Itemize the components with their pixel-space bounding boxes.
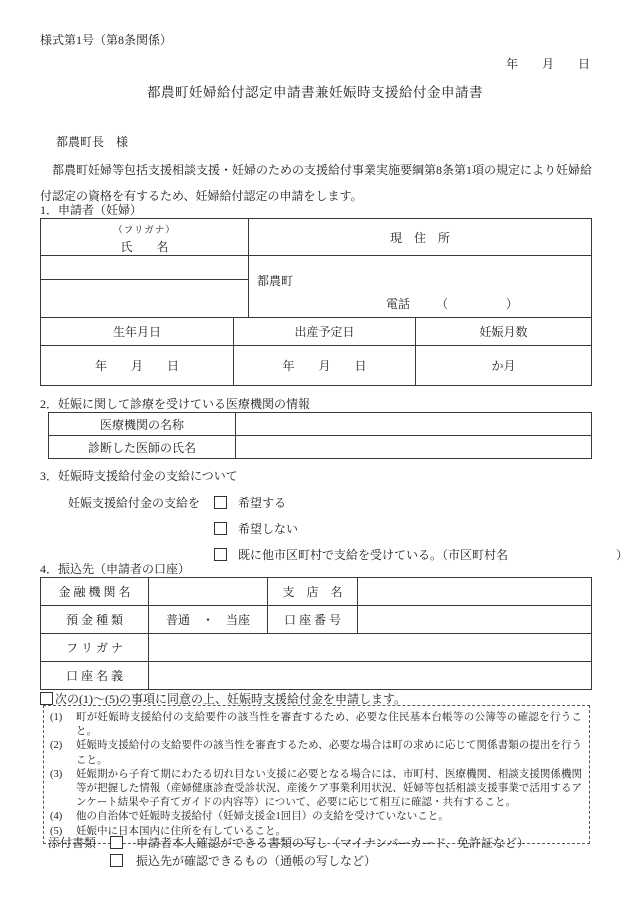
address-input-cell[interactable] xyxy=(249,256,592,318)
name-header-cell xyxy=(41,219,249,256)
doctor-name-input-cell[interactable] xyxy=(236,436,592,459)
note-number: (5) xyxy=(50,825,63,837)
attachments-label: 添付書類 xyxy=(48,836,97,851)
section4-heading: 4．振込先（申請者の口座） xyxy=(40,562,191,576)
consent-checkbox[interactable] xyxy=(40,692,53,705)
phone-input-blank[interactable]: （ ） xyxy=(436,297,521,311)
note-number: (4) xyxy=(50,811,63,823)
applicant-table-top xyxy=(40,218,592,318)
note-text: 妊娠中に日本国内に住所を有していること。 xyxy=(76,825,286,837)
page-title: 都農町妊婦給付認定申請書兼妊娠時支援給付金申請書 xyxy=(147,85,483,100)
account-type-label: 預 金 種 類 xyxy=(41,606,149,634)
address-header-cell: 現 住 所 xyxy=(249,219,592,256)
name-input-cell[interactable] xyxy=(41,280,249,318)
section1-heading: 1．申請者（妊婦） xyxy=(40,203,143,217)
note-text: 妊娠時支援給付の支給要件の該当性を審査するため、必要な場合は町の求めに応じて関係書類の提出を行うこと。 xyxy=(76,740,582,766)
payment-options-lead: 妊娠支援給付金の支給を xyxy=(68,495,201,510)
option-wish-label: 希望する xyxy=(238,495,287,510)
option-wish-checkbox[interactable] xyxy=(214,496,227,509)
note-item xyxy=(50,739,582,767)
option-already-received-checkbox[interactable] xyxy=(214,548,227,561)
option-no-wish-checkbox[interactable] xyxy=(214,522,227,535)
note-item xyxy=(50,711,582,739)
attachment-id-copy-label: 申請者本人確認ができる書類の写し（マイナンバーカード、免許証など） xyxy=(136,836,530,851)
applicant-table xyxy=(40,218,591,386)
bank-institution-input-cell[interactable] xyxy=(149,578,268,606)
furigana-label: （フリガナ） xyxy=(113,226,176,236)
consent-text: 次の(1)～(5)の事項に同意の上、妊娠時支援給付金を申請します。 xyxy=(55,692,407,706)
dob-input-cell[interactable]: 年 月 日 xyxy=(41,346,234,386)
account-furigana-input-cell[interactable] xyxy=(149,634,592,662)
attachments xyxy=(48,834,529,869)
account-holder-label: 口 座 名 義 xyxy=(41,662,149,690)
bank-branch-input-cell[interactable] xyxy=(358,578,592,606)
due-date-header-cell: 出産予定日 xyxy=(234,318,416,346)
account-type-options[interactable]: 普通 ・ 当座 xyxy=(149,606,268,634)
address-prefix: 都農町 xyxy=(257,274,294,288)
note-text: 他の自治体で妊娠時支援給付（妊婦支援金1回目）の支給を受けていないこと。 xyxy=(76,811,449,823)
furigana-input-cell[interactable] xyxy=(41,256,249,280)
bank-institution-label: 金 融 機 関 名 xyxy=(41,578,149,606)
date-line: 年 月 日 xyxy=(505,57,590,71)
pregnancy-months-input-cell[interactable]: か月 xyxy=(416,346,592,386)
due-date-input-cell[interactable]: 年 月 日 xyxy=(234,346,416,386)
attachment-bank-proof-checkbox[interactable] xyxy=(110,854,123,867)
note-number: (2) xyxy=(50,740,63,752)
note-number: (3) xyxy=(50,768,63,780)
option-already-received-label: 既に他市区町村で支給を受けている。（市区町村名 ） xyxy=(238,547,629,562)
medical-institution-label: 医療機関の名称 xyxy=(49,413,236,436)
dob-header-cell: 生年月日 xyxy=(41,318,234,346)
section2-heading: 2．妊娠に関して診療を受けている医療機関の情報 xyxy=(40,397,311,411)
account-number-input-cell[interactable] xyxy=(358,606,592,634)
option-no-wish-label: 希望しない xyxy=(238,521,299,536)
payment-options xyxy=(68,489,628,567)
intro-paragraph: 都農町妊婦等包括支援相談支援・妊婦のための支援給付事業実施要綱第8条第1項の規定により妊婦給付認定の資格を有するため、妊婦給付認定の申請をします。 xyxy=(40,163,593,203)
note-text: 妊娠期から子育て期にわたる切れ目ない支援に必要となる場合には、市町村、医療機関、相談支援関係機関等が把握した情報（産婦健康診査受診状況、産後ケア事業利用状況、妊婦等包括相談支援事業で活用するアンケート結果や子育てガイドの内容等）について、必要に応じて相互に確認・共有すること。 xyxy=(76,768,582,809)
phone-line xyxy=(386,295,520,312)
doctor-name-label: 診断した医師の氏名 xyxy=(49,436,236,459)
note-item xyxy=(50,768,582,811)
attachment-id-copy-checkbox[interactable] xyxy=(110,836,123,849)
notes-box xyxy=(43,705,590,844)
note-item xyxy=(50,810,582,824)
bank-branch-label: 支 店 名 xyxy=(268,578,358,606)
form-number: 様式第1号（第8条関係） xyxy=(40,33,173,47)
bank-table xyxy=(40,577,592,690)
name-label: 氏 名 xyxy=(120,240,169,254)
applicant-table-bottom xyxy=(40,317,592,386)
medical-institution-input-cell[interactable] xyxy=(236,413,592,436)
note-text: 町が妊娠時支援給付の支給要件の該当性を審査するため、必要な住民基本台帳等の公簿等の確認を行うこと。 xyxy=(76,712,582,738)
account-number-label: 口 座 番 号 xyxy=(268,606,358,634)
account-holder-input-cell[interactable] xyxy=(149,662,592,690)
medical-table xyxy=(48,412,592,459)
attachment-bank-proof-label: 振込先が確認できるもの（通帳の写しなど） xyxy=(136,853,377,868)
phone-label: 電話 xyxy=(386,297,411,311)
section3-heading: 3．妊娠時支援給付金の支給について xyxy=(40,469,238,483)
account-furigana-label: フ リ ガ ナ xyxy=(41,634,149,662)
pregnancy-months-header-cell: 妊娠月数 xyxy=(416,318,592,346)
note-number: (1) xyxy=(50,712,63,723)
recipient-line: 都農町長 様 xyxy=(56,135,129,149)
